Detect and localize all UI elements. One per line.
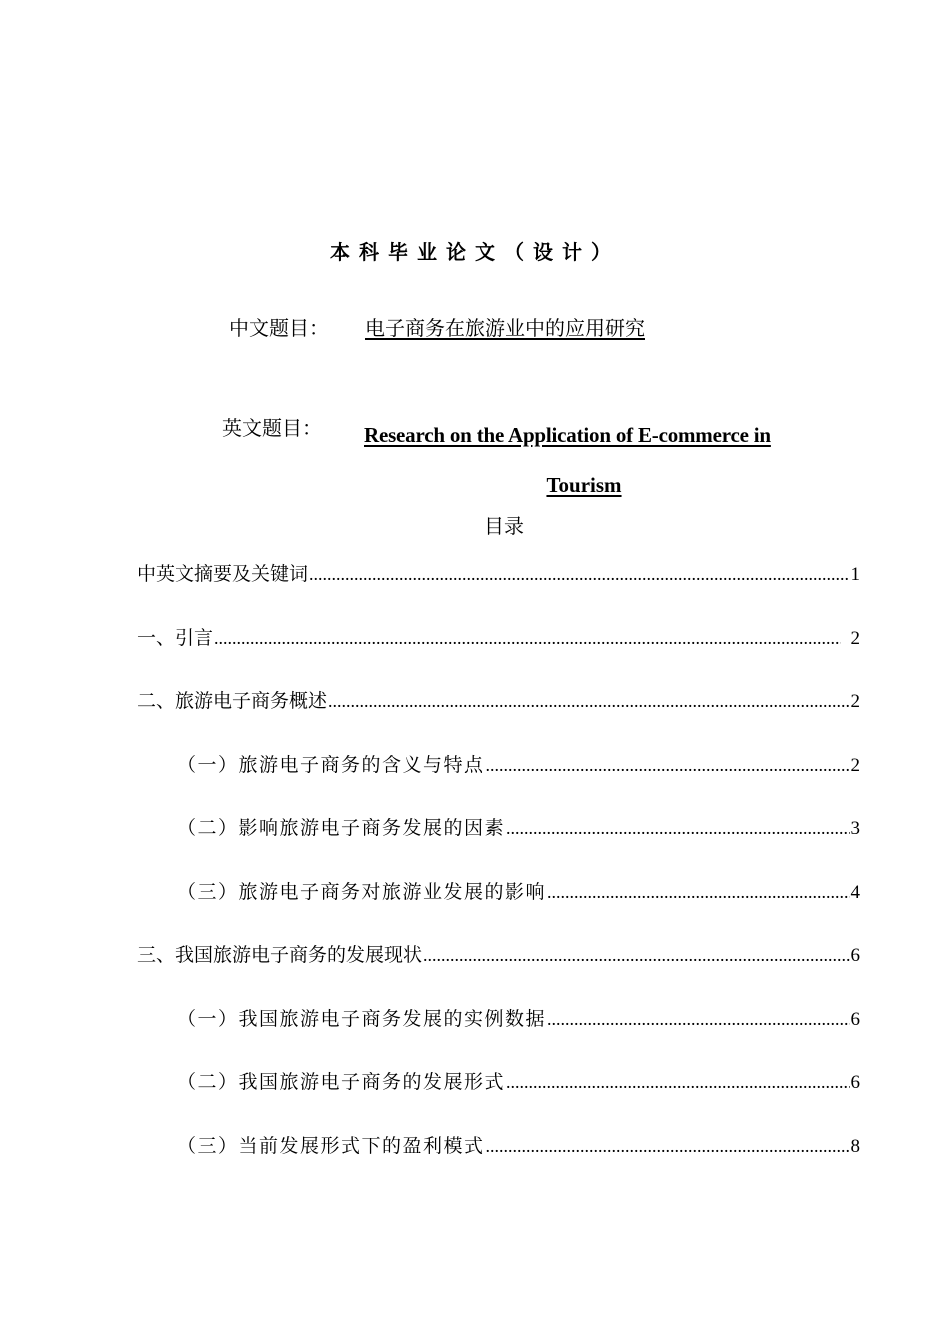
toc-entry-section-3-2[interactable] — [137, 1064, 860, 1128]
toc-entry-text: 中英文摘要及关键词 — [137, 563, 309, 585]
chinese-title-value: 电子商务在旅游业中的应用研究 — [365, 316, 645, 340]
toc-page-number: 4 — [850, 881, 860, 903]
toc-leader-dots — [328, 683, 849, 719]
toc-entry-section-3[interactable] — [137, 937, 860, 1001]
toc-page-number: 6 — [850, 945, 860, 966]
toc-entry-section-2-1[interactable] — [137, 747, 860, 811]
toc-entry-text: 二、旅游电子商务概述 — [137, 690, 328, 712]
toc-leader-dots — [506, 810, 849, 846]
toc-heading: 目录 — [484, 514, 524, 538]
thesis-type-heading: 本科毕业论文（设计） — [330, 240, 620, 264]
toc-page-number: 2 — [850, 754, 860, 776]
toc-entry-section-2[interactable] — [137, 683, 860, 747]
toc-entry-introduction[interactable] — [137, 620, 860, 684]
toc-entry-text: （一）旅游电子商务的含义与特点 — [177, 753, 485, 776]
toc-leader-dots — [547, 874, 849, 910]
toc-leader-dots — [486, 1128, 850, 1164]
chinese-title-row — [229, 312, 645, 341]
toc-entry-text: （二）影响旅游电子商务发展的因素 — [177, 817, 506, 839]
english-title-value — [364, 410, 824, 510]
english-title-line-1: Research on the Application of E-commerce in — [364, 423, 771, 447]
toc-page-number: 8 — [850, 1135, 860, 1157]
toc-entry-abstract[interactable] — [137, 556, 860, 620]
toc-page-number: 3 — [850, 818, 860, 839]
toc-entry-text: （一）我国旅游电子商务发展的实例数据 — [177, 1007, 547, 1030]
toc-page-number: 6 — [850, 1008, 860, 1030]
toc-entry-section-3-3[interactable] — [137, 1128, 860, 1192]
toc-page-number: 2 — [850, 627, 860, 649]
toc-leader-dots — [214, 620, 840, 656]
toc-entry-section-3-1[interactable] — [137, 1001, 860, 1065]
chinese-title-label: 中文题目： — [229, 316, 329, 340]
toc-leader-dots — [423, 937, 849, 973]
toc-leader-dots — [547, 1001, 849, 1037]
toc-leader-dots — [309, 556, 849, 592]
english-title-label: 英文题目： — [222, 416, 322, 440]
toc-entry-section-2-2[interactable] — [137, 810, 860, 874]
toc-leader-dots — [486, 747, 850, 783]
toc-page-number: 2 — [850, 691, 860, 712]
english-title-line-2: Tourism — [546, 473, 622, 497]
toc-page-number: 1 — [850, 564, 860, 585]
table-of-contents — [137, 556, 860, 1191]
toc-entry-text: 一、引言 — [137, 626, 214, 649]
toc-entry-text: （三）旅游电子商务对旅游业发展的影响 — [177, 880, 547, 903]
toc-entry-text: （二）我国旅游电子商务的发展形式 — [177, 1071, 506, 1093]
toc-entry-section-2-3[interactable] — [137, 874, 860, 938]
toc-leader-dots — [506, 1064, 849, 1100]
toc-entry-text: （三）当前发展形式下的盈利模式 — [177, 1134, 485, 1157]
toc-page-number: 6 — [850, 1072, 860, 1093]
toc-entry-text: 三、我国旅游电子商务的发展现状 — [137, 944, 423, 966]
